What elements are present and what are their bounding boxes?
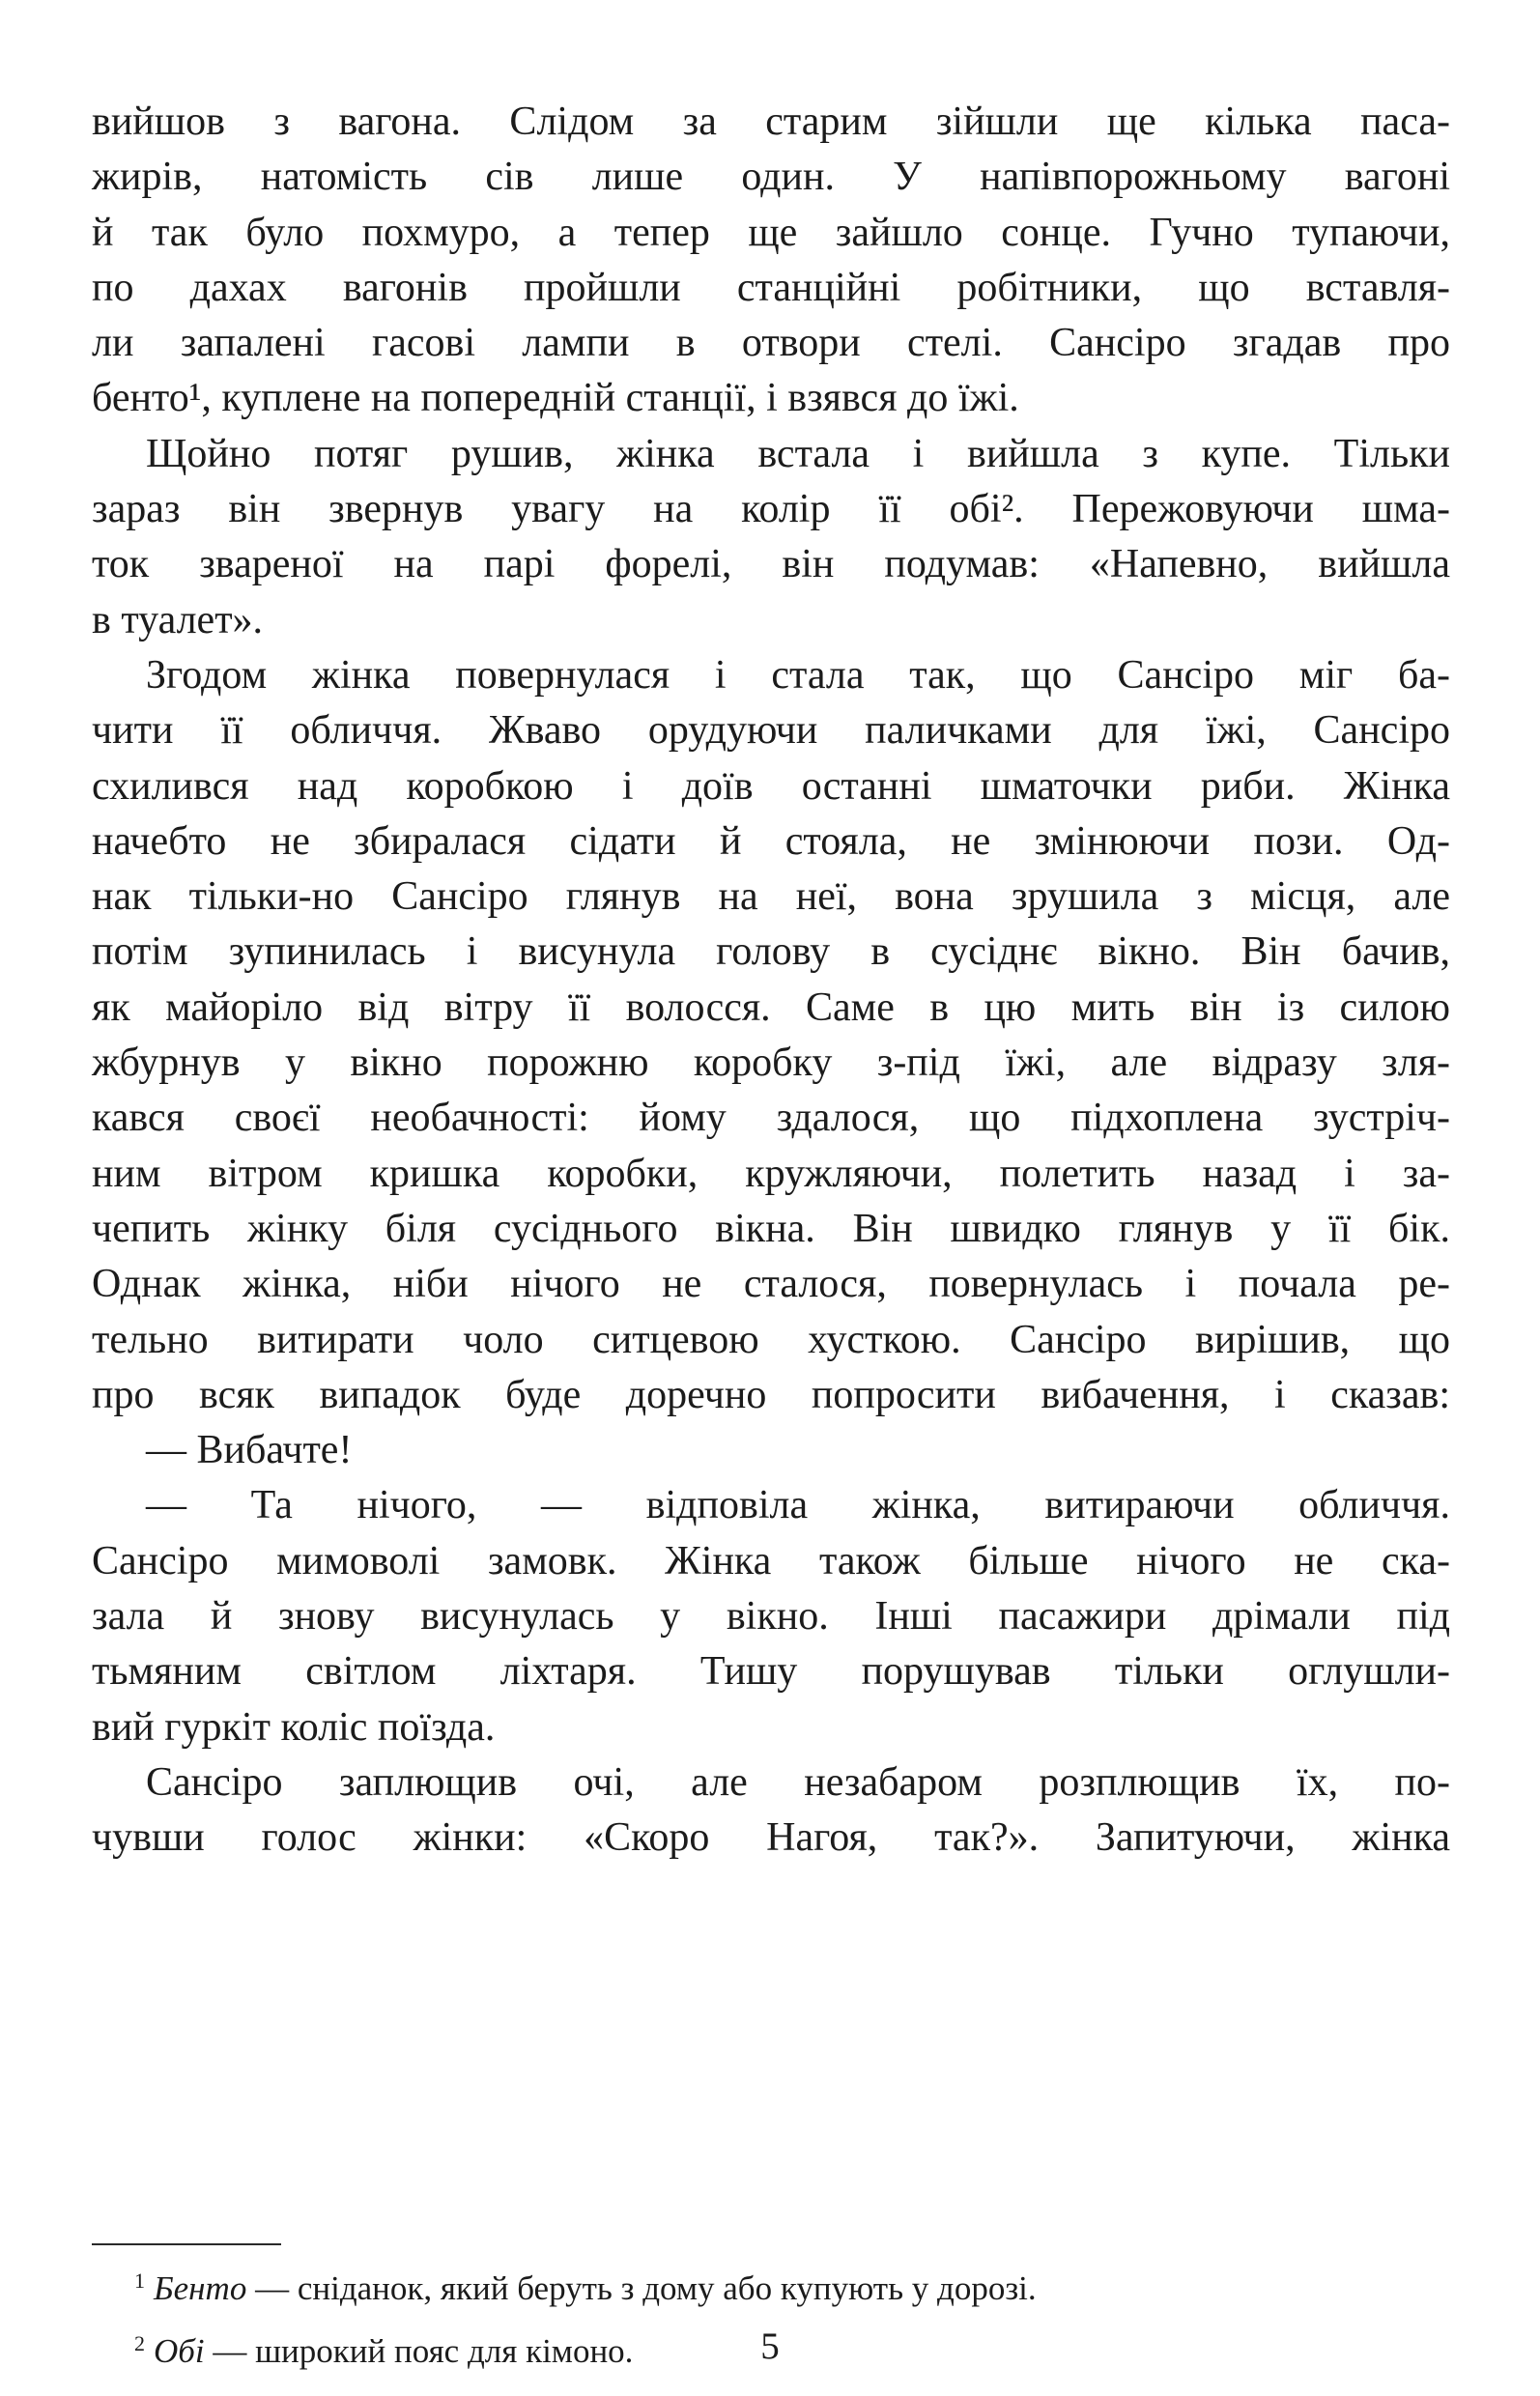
text-line: по дахах вагонів пройшли станційні робітники, що вставля- — [92, 265, 1450, 310]
footnote-marker: 1 — [134, 2268, 145, 2293]
text-line: вий гуркіт коліс поїзда. — [92, 1704, 496, 1750]
text-line: — Та нічого, — відповіла жінка, витираючи обличчя. — [146, 1483, 1450, 1528]
text-line: Сансіро заплющив очі, але незабаром розплющив їх, по- — [146, 1759, 1450, 1805]
text-line: жирів, натомість сів лише один. У напівпорожньому вагоні — [92, 155, 1450, 200]
text-line: в туалет». — [92, 597, 264, 642]
text-line: начебто не збиралася сідати й стояла, не змінюючи пози. Од- — [92, 818, 1450, 864]
text-line: вийшов з вагона. Слідом за старим зійшли ще кілька паса- — [92, 100, 1450, 144]
body-text — [92, 95, 1450, 1867]
footnote-term: Бенто — [154, 2269, 247, 2307]
text-line: тельно витирати чоло ситцевою хусткою. Сансіро вирішив, що — [92, 1317, 1450, 1362]
footnote-text: — широкий пояс для кімоно. — [204, 2332, 634, 2370]
footnote-term: Обі — [154, 2332, 205, 2370]
footnote-separator — [92, 2243, 281, 2245]
footnote-text: — сніданок, який беруть з дому або купують у дорозі. — [246, 2269, 1037, 2307]
text-line: — Вибачте! — [146, 1428, 353, 1473]
footnote-marker: 2 — [134, 2331, 145, 2355]
text-line: тьмяним світлом ліхтаря. Тишу порушував тільки оглушли- — [92, 1649, 1450, 1695]
text-line: Щойно потяг рушив, жінка встала і вийшла з купе. Тільки — [146, 431, 1450, 476]
text-line: потім зупинилась і висунула голову в сусіднє вікно. Він бачив, — [92, 929, 1450, 975]
text-line: зала й знову висунулась у вікно. Інші пасажири дрімали під — [92, 1594, 1450, 1640]
text-line: жбурнув у вікно порожню коробку з-під їжі, але відразу зля- — [92, 1041, 1450, 1086]
page-number: 5 — [760, 2325, 780, 2367]
text-line: ним вітром кришка коробки, кружляючи, полетить назад і за- — [92, 1151, 1450, 1196]
text-line: чувши голос жінки: «Скоро Нагоя, так?». Запитуючи, жінка — [92, 1815, 1450, 1861]
text-line: нак тільки-но Сансіро глянув на неї, вона зрушила з місця, але — [92, 874, 1450, 920]
text-line: бенто¹, куплене на попередній станції, і взявся до їжі. — [92, 376, 1019, 421]
text-line: ли запалені гасові лампи в отвори стелі. Сансіро згадав про — [92, 321, 1450, 366]
text-line: про всяк випадок буде доречно попросити вибачення, і сказав: — [92, 1372, 1450, 1417]
text-line: зараз він звернув увагу на колір її обі². Пережовуючи шма- — [92, 487, 1450, 532]
text-line: як майоріло від вітру її волосся. Саме в цю мить він із силою — [92, 984, 1450, 1030]
text-line: Однак жінка, ніби нічого не сталося, повернулась і почала ре- — [92, 1262, 1450, 1307]
text-line: чити її обличчя. Жваво орудуючи паличками для їжі, Сансіро — [92, 708, 1450, 754]
text-line: чепить жінку біля сусіднього вікна. Він швидко глянув у її бік. — [92, 1206, 1450, 1251]
text-line: Згодом жінка повернулася і стала так, що Сансіро міг ба- — [146, 652, 1450, 698]
text-line: Сансіро мимоволі замовк. Жінка також більше нічого не ска- — [92, 1538, 1450, 1583]
text-line: й так було похмуро, а тепер ще зайшло сонце. Гучно тупаючи, — [92, 210, 1450, 255]
footnote — [92, 2253, 1450, 2316]
text-line: схилився над коробкою і доїв останні шматочки риби. Жінка — [92, 763, 1450, 809]
text-line: ток звареної на парі форелі, він подумав: «Напевно, вийшла — [92, 542, 1450, 587]
text-line: кався своєї необачності: йому здалося, що підхоплена зустріч- — [92, 1096, 1450, 1141]
